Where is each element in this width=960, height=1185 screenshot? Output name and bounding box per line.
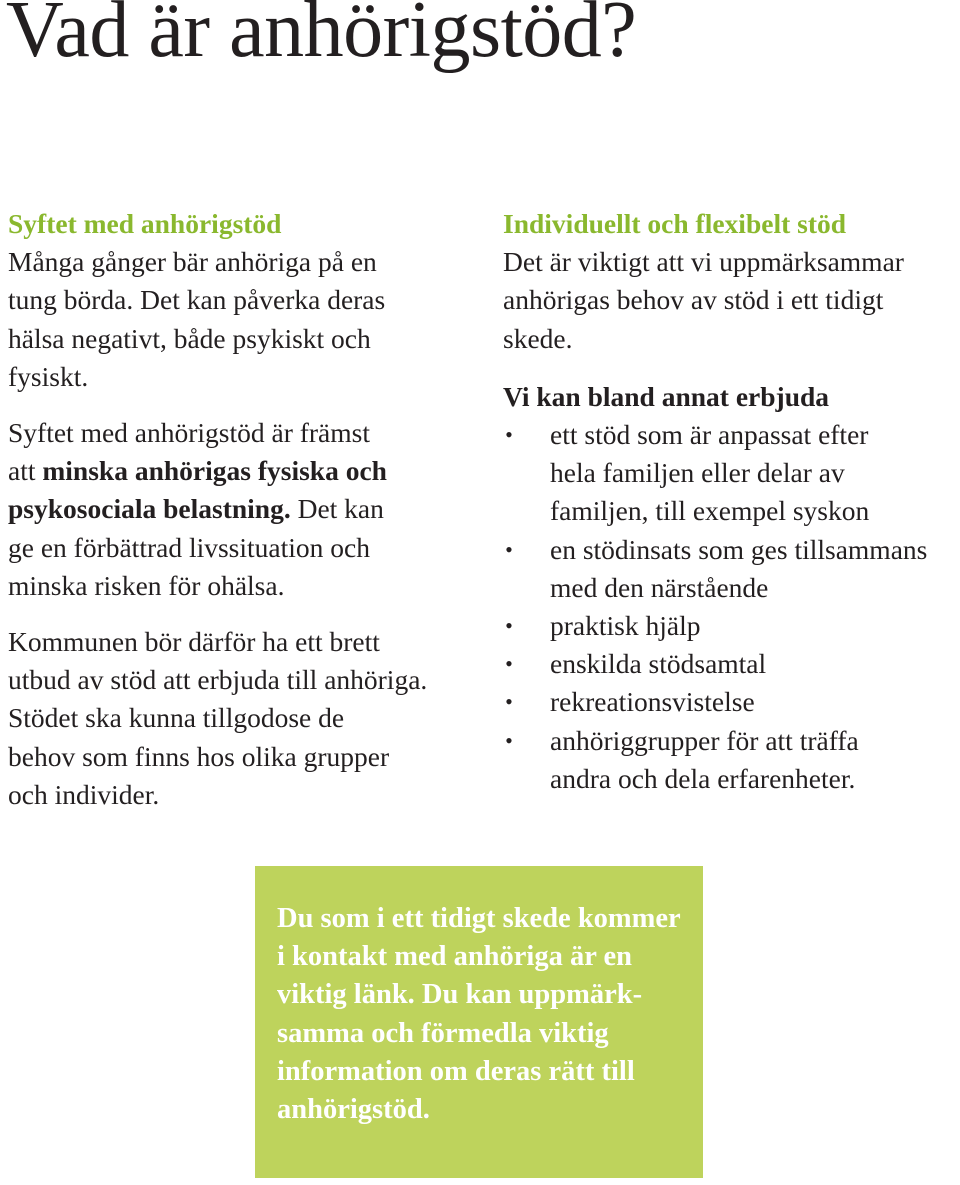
text-line: behov som finns hos olika grupper <box>8 740 390 772</box>
bullet-icon: • <box>505 536 513 562</box>
section-heading-purpose: Syftet med anhörigstöd <box>8 208 282 239</box>
text-line: en stödinsats som ges tillsammans <box>550 533 928 565</box>
text-line: minska risken för ohälsa. <box>8 569 285 601</box>
list-item <box>503 531 958 607</box>
text-line: i kontakt med anhöriga är en <box>277 941 632 973</box>
paragraph-early-stage <box>503 243 958 358</box>
bullet-icon: • <box>505 651 513 677</box>
text-line: och individer. <box>8 778 160 810</box>
text-line: med den närstående <box>550 571 769 603</box>
text-line: Kommunen bör därför ha ett brett <box>8 626 380 658</box>
paragraph-burden <box>8 243 488 396</box>
bullet-icon: • <box>505 689 513 715</box>
text-line: samma och förmedla viktig <box>277 1017 609 1049</box>
list-item <box>503 416 958 531</box>
text-line: fysiskt. <box>8 360 89 392</box>
text-line: enskilda stödsamtal <box>550 648 767 680</box>
callout-text <box>277 900 703 1129</box>
bullet-icon: • <box>505 613 513 639</box>
text-line: familjen, till exempel syskon <box>550 495 870 527</box>
paragraph-municipality <box>8 623 488 814</box>
text-line: information om deras rätt till <box>277 1055 635 1087</box>
text-line: anhörigas behov av stöd i ett tidigt <box>503 284 884 316</box>
text-line: ett stöd som är anpassat efter <box>550 419 869 451</box>
emphasis-text: psykosociala belastning. <box>8 493 291 525</box>
text-line: tung börda. Det kan påverka deras <box>8 284 386 316</box>
text-line: ge en förbättrad livssituation och <box>8 531 370 563</box>
text-line: Syftet med anhörigstöd är främst <box>8 417 370 449</box>
text-line: Stödet ska kunna tillgodose de <box>8 702 345 734</box>
right-column <box>503 205 958 798</box>
paragraph-purpose <box>8 414 488 605</box>
list-item <box>503 722 958 798</box>
list-heading: Vi kan bland annat erbjuda <box>503 380 830 412</box>
text-line: viktig länk. Du kan uppmärk- <box>277 979 643 1011</box>
text-line: hela familjen eller delar av <box>550 457 845 489</box>
text-line: hälsa negativt, både psykiskt och <box>8 322 371 354</box>
list-item <box>503 645 958 683</box>
text-line: Många gånger bär anhöriga på en <box>8 246 377 278</box>
text-line: utbud av stöd att erbjuda till anhöriga. <box>8 664 428 696</box>
text-line: praktisk hjälp <box>550 610 701 642</box>
list-item <box>503 683 958 721</box>
section-heading-flexible-support: Individuellt och flexibelt stöd <box>503 208 847 239</box>
text-line: rekreationsvistelse <box>550 686 755 718</box>
text-line <box>8 452 488 490</box>
text-line <box>8 490 488 528</box>
text-line: anhörigstöd. <box>277 1094 430 1126</box>
bullet-icon: • <box>505 727 513 753</box>
left-column <box>8 205 488 814</box>
text-fragment: Det kan <box>290 493 384 525</box>
callout-box <box>255 866 703 1178</box>
emphasis-text: minska anhörigas fysiska och <box>42 455 387 487</box>
text-line: skede. <box>503 322 573 354</box>
text-line: Du som i ett tidigt skede kommer <box>277 903 681 934</box>
text-line: andra och dela erfarenheter. <box>550 762 856 794</box>
text-line: anhöriggrupper för att träffa <box>550 724 859 756</box>
text-fragment: att <box>8 455 43 487</box>
support-list <box>503 416 958 798</box>
bullet-icon: • <box>505 422 513 448</box>
page-title: Vad är anhörigstöd? <box>6 0 637 74</box>
list-item <box>503 607 958 645</box>
text-line: Det är viktigt att vi uppmärksammar <box>503 246 904 278</box>
